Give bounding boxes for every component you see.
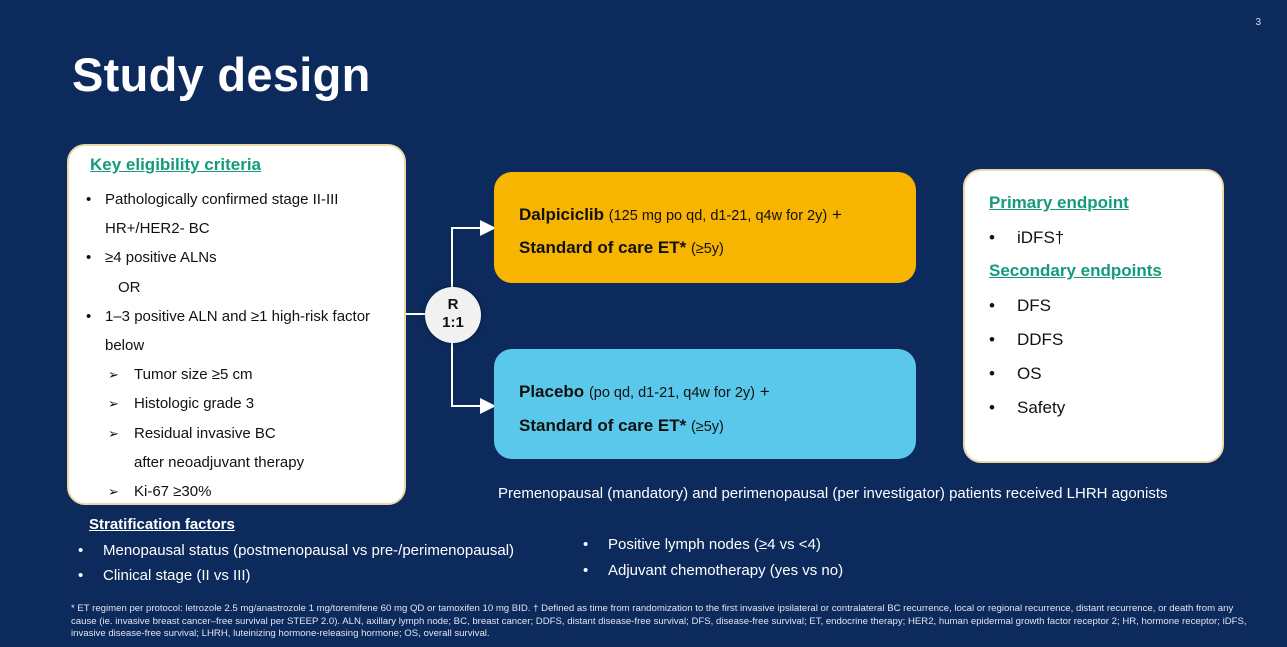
- slide-title: Study design: [72, 48, 371, 101]
- eligibility-or: OR: [118, 278, 141, 296]
- arm1-arrow: [452, 228, 494, 288]
- risk-factor-item: ➢ Ki-67 ≥30%: [83, 477, 396, 506]
- arm2-arrow: [452, 342, 494, 406]
- stratification-heading: Stratification factors: [89, 516, 235, 533]
- stratification-item: • Menopausal status (postmenopausal vs pre-/perimenopausal): [78, 542, 515, 559]
- bullet-icon: •: [86, 249, 92, 267]
- bullet-icon: •: [86, 307, 92, 325]
- stratification-item: • Positive lymph nodes (≥4 vs <4): [583, 536, 821, 553]
- secondary-endpoints-heading: Secondary endpoints: [989, 261, 1162, 280]
- secondary-endpoint-item: • DDFS: [989, 330, 1064, 349]
- arm2-drug-line: Placebo (po qd, d1-21, q4w for 2y) +: [519, 382, 770, 401]
- randomization-circle: R 1:1: [425, 287, 481, 343]
- footnote: * ET regimen per protocol: letrozole 2.5 mg/anastrozole 1 mg/toremifene 60 mg QD or tamoxifen 10 mg BID. † Defined as time from randomization to the first invasive ipsilateral or contralateral BC recurrence, local or regional recurrence, distant recurrence, or death from any cause (ie. invasive breast cancer–free survival per STEEP 2.0). ALN, axillary lymph node; BC, breast cancer; DDFS, distant disease-free survival; DFS, disease-free survival; ET, endocrine therapy; HER2, human epidermal growth factor receptor 2; HR, hormone receptor; iDFS, invasive disease-free survival; LHRH, luteinizing hormone-releasing hormone; OS, overall survival.: [71, 603, 1247, 640]
- eligibility-item: below: [105, 336, 145, 354]
- page-number: 3: [1255, 17, 1261, 28]
- arrow-bullet-icon: ➢: [108, 396, 119, 412]
- eligibility-item: • 1–3 positive ALN and ≥1 high-risk factor: [83, 302, 396, 331]
- endpoints-box: [963, 169, 1224, 463]
- primary-endpoint-item: • iDFS†: [989, 228, 1065, 247]
- secondary-endpoint-item: • DFS: [989, 296, 1051, 315]
- risk-factor-item: ➢ Tumor size ≥5 cm: [83, 360, 396, 389]
- risk-factor-item: ➢ Residual invasive BC: [83, 419, 396, 448]
- arrow-bullet-icon: ➢: [108, 425, 119, 441]
- dalpiciclib-arm-box: [494, 172, 916, 283]
- primary-endpoint-heading: Primary endpoint: [989, 193, 1129, 212]
- arrow-bullet-icon: ➢: [108, 367, 119, 383]
- eligibility-item: • Pathologically confirmed stage II-III: [83, 185, 396, 214]
- secondary-endpoint-item: • Safety: [989, 398, 1066, 417]
- stratification-item: • Clinical stage (II vs III): [78, 567, 251, 584]
- risk-factor-item: ➢ Histologic grade 3: [83, 389, 396, 418]
- stratification-item: • Adjuvant chemotherapy (yes vs no): [583, 562, 844, 579]
- risk-factor-item: after neoadjuvant therapy: [134, 453, 305, 471]
- arm1-drug-line: Dalpiciclib (125 mg po qd, d1-21, q4w for 2y) +: [519, 205, 842, 224]
- eligibility-item: • ≥4 positive ALNs: [83, 243, 396, 272]
- arrow-bullet-icon: ➢: [108, 483, 119, 499]
- eligibility-item: HR+/HER2- BC: [105, 220, 210, 238]
- arm2-et-line: Standard of care ET* (≥5y): [519, 416, 724, 435]
- bullet-icon: •: [86, 191, 92, 208]
- secondary-endpoint-item: • OS: [989, 364, 1042, 383]
- eligibility-heading: Key eligibility criteria: [90, 155, 262, 174]
- placebo-arm-box: [494, 349, 916, 459]
- lhrh-note: Premenopausal (mandatory) and perimenopausal (per investigator) patients received LHRH agonists: [498, 485, 1168, 502]
- arm1-et-line: Standard of care ET* (≥5y): [519, 238, 724, 257]
